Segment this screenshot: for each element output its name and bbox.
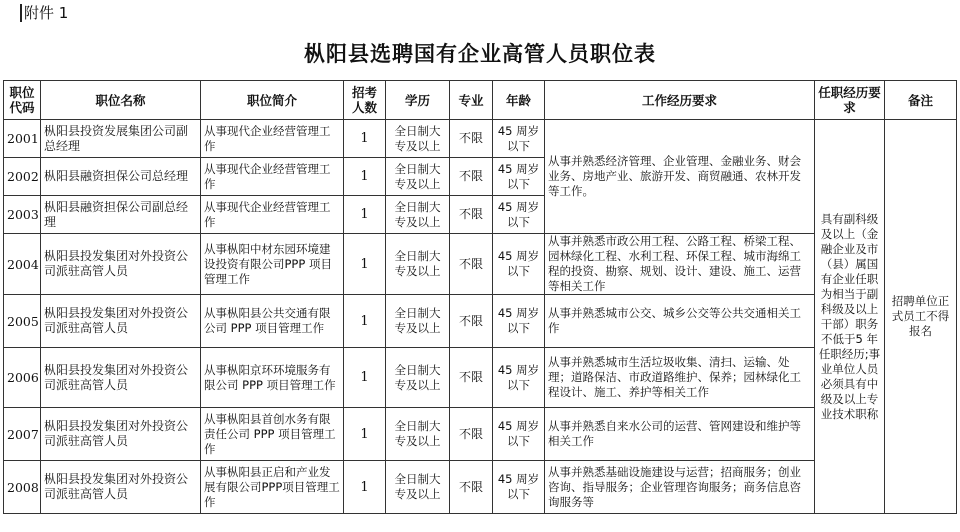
education: 全日制大专及以上 <box>386 295 450 348</box>
position-intro: 从事现代企业经营管理工作 <box>201 158 344 196</box>
position-code: 2001 <box>4 120 41 158</box>
major: 不限 <box>450 234 493 295</box>
position-name: 枞阳县投发集团对外投资公司派驻高管人员 <box>41 295 201 348</box>
work-requirement: 从事并熟悉城市公交、城乡公交等公共交通相关工作 <box>545 295 815 348</box>
header-work-experience: 工作经历要求 <box>545 81 815 120</box>
age: 45 周岁以下 <box>493 348 545 408</box>
position-name: 枞阳县投发集团对外投资公司派驻高管人员 <box>41 461 201 514</box>
page-title: 枞阳县选聘国有企业高管人员职位表 <box>304 42 656 66</box>
quota: 1 <box>344 234 386 295</box>
quota: 1 <box>344 196 386 234</box>
education: 全日制大专及以上 <box>386 234 450 295</box>
age: 45 周岁以下 <box>493 234 545 295</box>
education: 全日制大专及以上 <box>386 461 450 514</box>
position-code: 2007 <box>4 408 41 461</box>
position-name: 枞阳县融资担保公司总经理 <box>41 158 201 196</box>
major: 不限 <box>450 461 493 514</box>
work-requirement: 从事并熟悉市政公用工程、公路工程、桥梁工程、园林绿化工程、水利工程、环保工程、城市海绵工程的投资、勘察、规划、设计、建设、施工、运营等相关工作 <box>545 234 815 295</box>
header-name: 职位名称 <box>41 81 201 120</box>
position-intro: 从事枞阳县正启和产业发展有限公司PPP项目管理工作 <box>201 461 344 514</box>
position-intro: 从事现代企业经营管理工作 <box>201 196 344 234</box>
table-row <box>4 348 957 408</box>
position-code: 2008 <box>4 461 41 514</box>
position-code: 2003 <box>4 196 41 234</box>
major: 不限 <box>450 196 493 234</box>
header-intro: 职位简介 <box>201 81 344 120</box>
position-name: 枞阳县投发集团对外投资公司派驻高管人员 <box>41 348 201 408</box>
positions-table <box>3 80 957 514</box>
position-intro: 从事枞阳中材东园环境建设投资有限公司PPP 项目管理工作 <box>201 234 344 295</box>
table-row <box>4 120 957 158</box>
position-code: 2005 <box>4 295 41 348</box>
age: 45 周岁以下 <box>493 295 545 348</box>
quota: 1 <box>344 120 386 158</box>
position-code: 2002 <box>4 158 41 196</box>
education: 全日制大专及以上 <box>386 408 450 461</box>
header-position-experience: 任职经历要求 <box>815 81 885 120</box>
education: 全日制大专及以上 <box>386 348 450 408</box>
work-requirement: 从事并熟悉基础设施建设与运营；招商服务；创业咨询、指导服务；企业管理咨询服务；商务信息咨询服务等 <box>545 461 815 514</box>
position-experience-requirement: 具有副科级及以上（金融企业及市（县）属国有企业任职为相当于副科级及以上干部）职务不低于5 年任职经历;事业单位人员必须具有中级及以上专业技术职称 <box>815 120 885 514</box>
position-name: 枞阳县投发集团对外投资公司派驻高管人员 <box>41 408 201 461</box>
quota: 1 <box>344 295 386 348</box>
header-education: 学历 <box>386 81 450 120</box>
major: 不限 <box>450 120 493 158</box>
attachment-label: 附件 1 <box>20 4 68 22</box>
position-intro: 从事枞阳京环环境服务有限公司 PPP 项目管理工作 <box>201 348 344 408</box>
header-code: 职位代码 <box>4 81 41 120</box>
position-intro: 从事枞阳县首创水务有限责任公司 PPP 项目管理工作 <box>201 408 344 461</box>
work-requirement: 从事并熟悉自来水公司的运营、管网建设和维护等相关工作 <box>545 408 815 461</box>
position-name: 枞阳县投发集团对外投资公司派驻高管人员 <box>41 234 201 295</box>
table-row <box>4 295 957 348</box>
work-requirement: 从事并熟悉城市生活垃圾收集、清扫、运输、处理；道路保洁、市政道路维护、保养；园林绿化工程设计、施工、养护等相关工作 <box>545 348 815 408</box>
major: 不限 <box>450 348 493 408</box>
major: 不限 <box>450 408 493 461</box>
table-row <box>4 234 957 295</box>
major: 不限 <box>450 295 493 348</box>
position-intro: 从事枞阳县公共交通有限公司 PPP 项目管理工作 <box>201 295 344 348</box>
quota: 1 <box>344 461 386 514</box>
position-intro: 从事现代企业经营管理工作 <box>201 120 344 158</box>
major: 不限 <box>450 158 493 196</box>
header-age: 年龄 <box>493 81 545 120</box>
age: 45 周岁以下 <box>493 461 545 514</box>
age: 45 周岁以下 <box>493 408 545 461</box>
age: 45 周岁以下 <box>493 120 545 158</box>
header-quota: 招考人数 <box>344 81 386 120</box>
remarks: 招聘单位正式员工不得报名 <box>885 120 957 514</box>
education: 全日制大专及以上 <box>386 120 450 158</box>
quota: 1 <box>344 348 386 408</box>
position-code: 2004 <box>4 234 41 295</box>
table-row <box>4 408 957 461</box>
quota: 1 <box>344 408 386 461</box>
education: 全日制大专及以上 <box>386 196 450 234</box>
table-row <box>4 461 957 514</box>
position-code: 2006 <box>4 348 41 408</box>
work-requirement: 从事并熟悉经济管理、企业管理、金融业务、财会业务、房地产业、旅游开发、商贸融通、农林开发等工作。 <box>545 120 815 234</box>
header-row <box>4 81 957 120</box>
age: 45 周岁以下 <box>493 158 545 196</box>
quota: 1 <box>344 158 386 196</box>
education: 全日制大专及以上 <box>386 158 450 196</box>
age: 45 周岁以下 <box>493 196 545 234</box>
header-remarks: 备注 <box>885 81 957 120</box>
position-name: 枞阳县投资发展集团公司副总经理 <box>41 120 201 158</box>
header-major: 专业 <box>450 81 493 120</box>
position-name: 枞阳县融资担保公司副总经理 <box>41 196 201 234</box>
